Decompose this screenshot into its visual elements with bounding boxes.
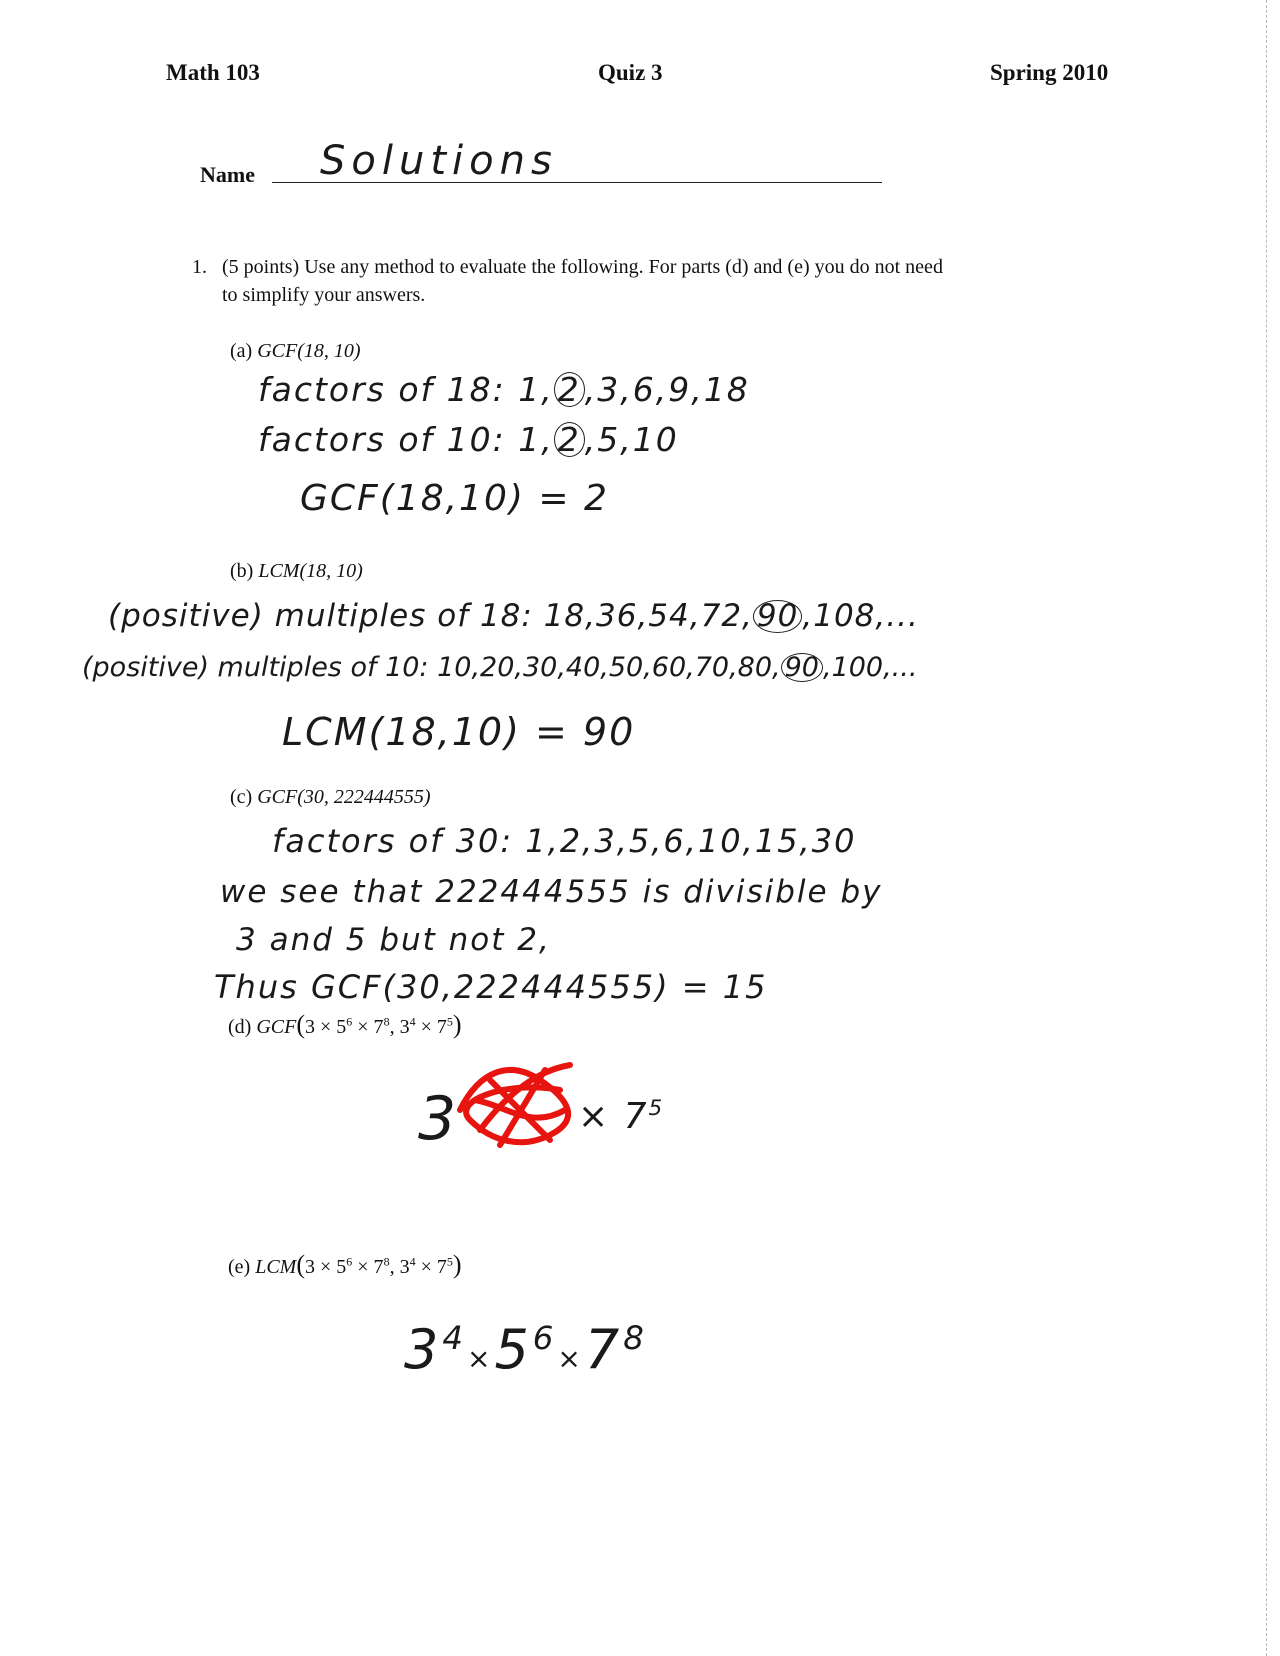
part-b-expression: LCM(18, 10) <box>258 560 363 582</box>
part-c-expression: GCF(30, 222444555) <box>257 786 431 808</box>
part-c-work-line1: factors of 30: 1,2,3,5,6,10,15,30 <box>272 822 857 860</box>
exponent: 4 <box>409 1254 416 1269</box>
answer-base: 5 <box>494 1318 533 1381</box>
part-c-letter: (c) <box>230 786 253 808</box>
part-e-expr: × 7 <box>415 1256 447 1278</box>
exponent: 8 <box>623 1319 648 1357</box>
exponent: 8 <box>383 1014 390 1029</box>
part-e-answer <box>404 1318 648 1381</box>
part-b-work-text: (positive) multiples of 10: 10,20,30,40,50,60,70,80, <box>82 652 781 683</box>
question-text-line1: (5 points) Use any method to evaluate the following. For parts (d) and (e) you do not need <box>222 256 943 278</box>
part-e-expr: × 7 <box>352 1256 384 1278</box>
course-title: Math 103 <box>166 60 260 85</box>
part-e-letter: (e) <box>228 1256 251 1278</box>
part-a-work-text: factors of 10: 1, <box>258 420 554 459</box>
answer-base: 7 <box>584 1318 624 1381</box>
part-d-expr: , 3 <box>389 1016 410 1038</box>
part-e-expr: 3 × 5 <box>305 1256 347 1278</box>
part-d-expr: × 7 <box>352 1016 384 1038</box>
part-d-letter: (d) <box>228 1016 252 1038</box>
exponent: 8 <box>383 1254 390 1269</box>
part-d-answer-rest <box>578 1096 664 1137</box>
exponent: 5 <box>446 1254 453 1269</box>
part-d-answer-base: 3 <box>418 1084 459 1154</box>
part-d-answer-text: × 7 <box>578 1096 649 1137</box>
part-a-letter: (a) <box>230 340 253 362</box>
part-b-label <box>230 560 363 583</box>
part-b-work-line2 <box>82 652 917 683</box>
part-e-fn: LCM <box>255 1256 297 1278</box>
exponent: 6 <box>346 1014 353 1029</box>
circled-factor: 2 <box>554 422 585 457</box>
part-a-expression: GCF(18, 10) <box>257 340 361 362</box>
circled-multiple: 90 <box>753 600 802 633</box>
part-b-work-line1 <box>108 598 919 634</box>
exponent: 5 <box>446 1014 453 1029</box>
exponent: 4 <box>409 1014 416 1029</box>
question-number: 1. <box>192 256 207 278</box>
term-title: Spring 2010 <box>990 60 1109 85</box>
part-a-work-text: factors of 18: 1, <box>258 370 554 409</box>
name-label: Name <box>200 162 255 187</box>
part-b-letter: (b) <box>230 560 254 582</box>
quiz-title: Quiz 3 <box>598 60 663 85</box>
part-c-work-line2: we see that 222444555 is divisible by <box>220 874 883 910</box>
exponent: 6 <box>346 1254 353 1269</box>
times-sign: × <box>466 1342 495 1375</box>
exponent: 6 <box>532 1319 558 1357</box>
circled-multiple: 90 <box>781 653 823 682</box>
part-b-work-text: ,108,... <box>802 598 919 634</box>
circled-factor: 2 <box>554 372 585 407</box>
part-c-work-line3: 3 and 5 but not 2, <box>236 922 551 958</box>
part-b-answer: LCM(18,10) = 90 <box>282 710 636 754</box>
name-value: Solutions <box>320 138 558 184</box>
part-c-work-line4: Thus GCF(30,222444555) = 15 <box>214 968 768 1006</box>
part-a-work-line2 <box>258 420 679 459</box>
times-sign: × <box>557 1342 585 1375</box>
part-b-work-text: ,100,... <box>822 652 918 683</box>
part-b-work-text: (positive) multiples of 18: 18,36,54,72, <box>108 598 753 634</box>
scan-edge-line <box>1266 0 1268 1656</box>
part-d-expr: 3 × 5 <box>305 1016 347 1038</box>
part-d-label: (d) $GCF(3 \times 5^6 \times 7^8$, $3^4 \times 7^5$) <box>228 1010 462 1039</box>
question-text-line2: to simplify your answers. <box>222 284 426 306</box>
part-a-work-line1 <box>258 370 750 409</box>
part-a-work-text: ,3,6,9,18 <box>584 370 750 409</box>
part-a-work-text: ,5,10 <box>584 420 679 459</box>
part-a-answer: GCF(18,10) = 2 <box>300 478 609 519</box>
part-a-label <box>230 340 361 363</box>
exponent: 4 <box>442 1319 467 1357</box>
part-d-expr: × 7 <box>415 1016 447 1038</box>
exponent: 5 <box>648 1096 665 1121</box>
part-e-expr: , 3 <box>389 1256 410 1278</box>
part-c-label <box>230 786 431 809</box>
part-e-label: (e) $LCM(3 \times 5^6 \times 7^8$, $3^4 \times 7^5$) <box>228 1250 462 1279</box>
part-d-fn: GCF <box>256 1016 297 1038</box>
answer-base: 3 <box>404 1318 443 1381</box>
